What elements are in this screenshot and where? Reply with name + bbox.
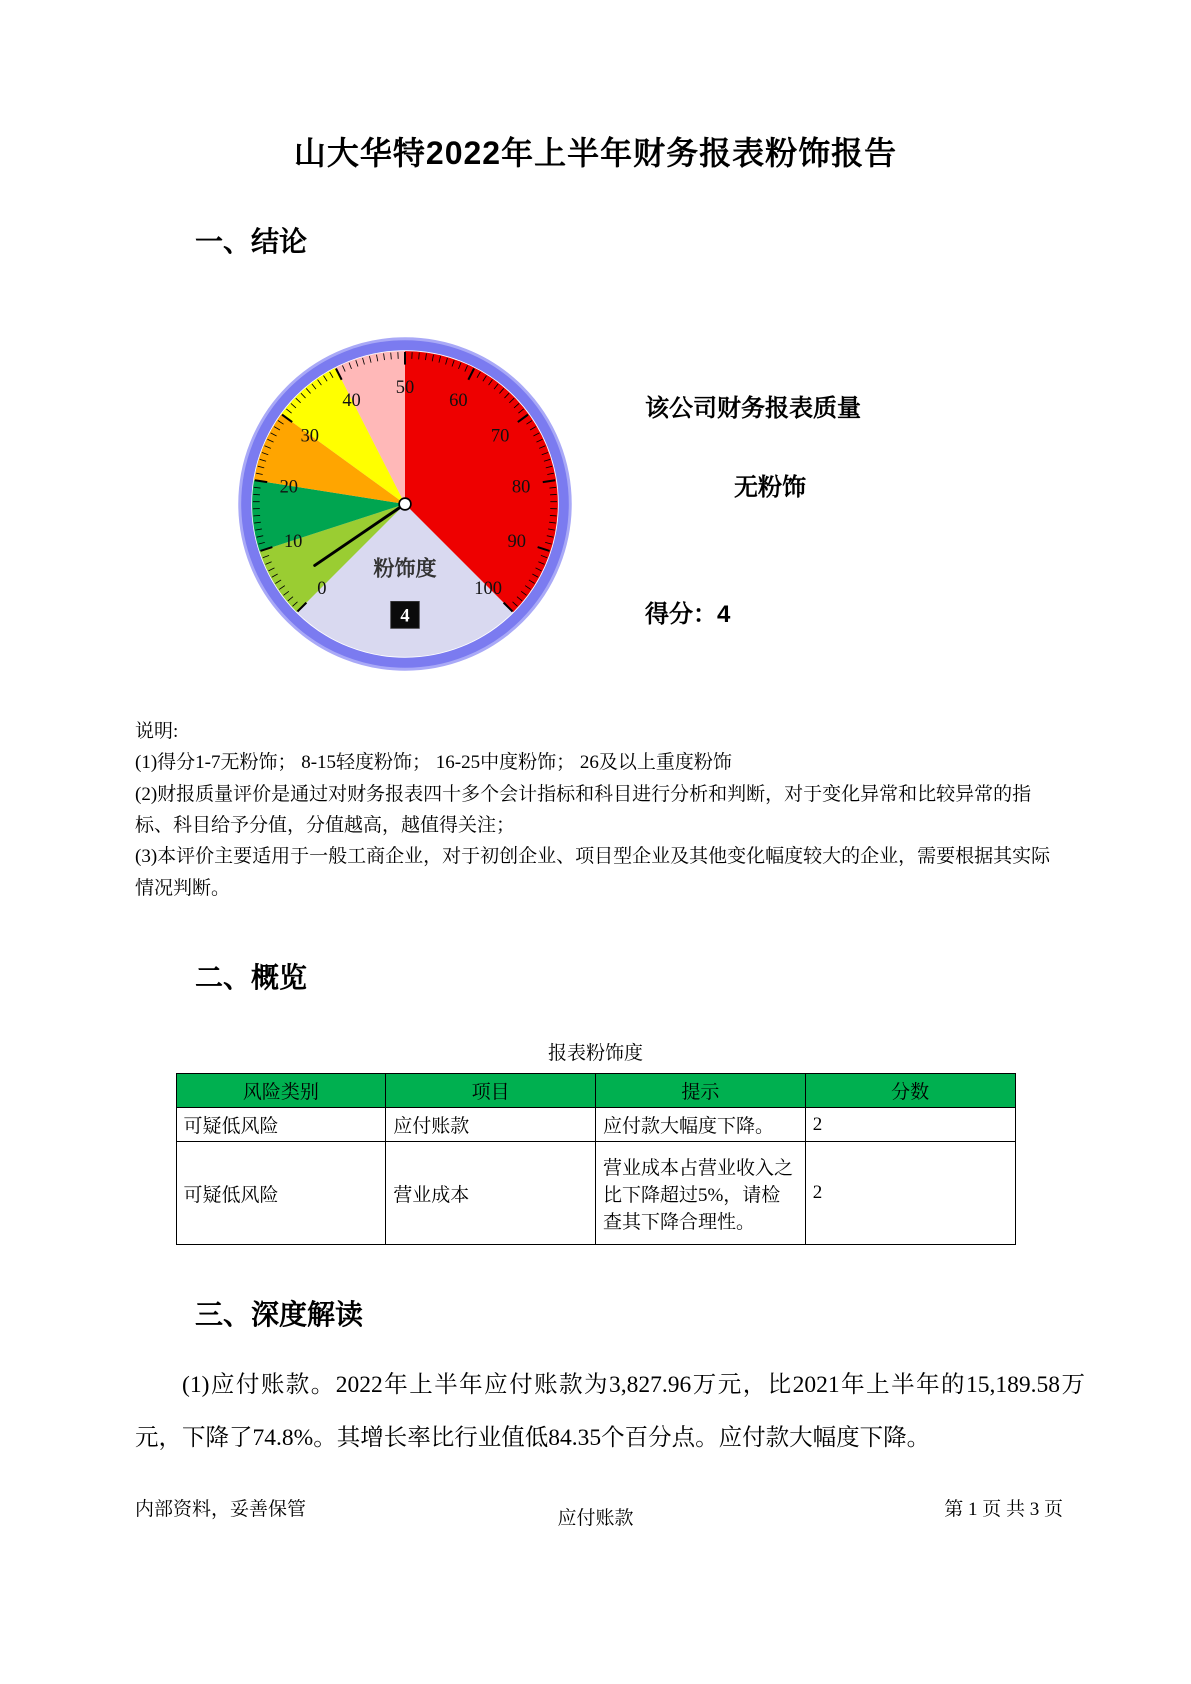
svg-text:100: 100 xyxy=(474,577,503,598)
verdict-text: 无粉饰 xyxy=(734,474,806,501)
svg-text:粉饰度: 粉饰度 xyxy=(373,557,437,581)
col-header-hint: 提示 xyxy=(595,1074,805,1108)
svg-text:80: 80 xyxy=(511,476,531,497)
table-row xyxy=(176,1142,1015,1245)
cell-risk-type: 可疑低风险 xyxy=(176,1108,386,1142)
svg-text:10: 10 xyxy=(283,531,303,552)
table-row xyxy=(176,1108,1015,1142)
svg-text:4: 4 xyxy=(400,605,410,626)
verdict-column xyxy=(645,336,895,672)
col-header-risk-type: 风险类别 xyxy=(176,1074,386,1108)
svg-text:20: 20 xyxy=(279,476,299,497)
cell-risk-type: 可疑低风险 xyxy=(176,1142,386,1245)
col-header-score: 分数 xyxy=(805,1074,1015,1108)
cell-score: 2 xyxy=(805,1142,1015,1245)
footer-confidential-note: 内部资料，妥善保管 xyxy=(135,1499,307,1520)
svg-text:70: 70 xyxy=(490,425,510,446)
section-heading-overview: 二、概览 xyxy=(195,962,308,994)
footer-page-number: 第 1 页 共 3 页 xyxy=(944,1499,1063,1520)
conclusion-section xyxy=(237,336,1191,672)
cell-hint: 营业成本占营业收入之比下降超过5%，请检查其下降合理性。 xyxy=(595,1142,805,1245)
svg-text:30: 30 xyxy=(300,425,320,446)
next-chart-caption: 应付账款 xyxy=(557,1507,634,1529)
deep-read-paragraph: (1)应付账款。2022年上半年应付账款为3,827.96万元，比2021年上半年的15,189.58万元，下降了74.8%。其增长率比行业值低84.35个百分点。应付款大幅度下降。 xyxy=(135,1372,1085,1451)
quality-heading: 该公司财务报表质量 xyxy=(645,395,861,422)
svg-text:60: 60 xyxy=(449,389,468,410)
svg-text:90: 90 xyxy=(507,531,527,552)
table-title: 报表粉饰度 xyxy=(547,1043,643,1065)
section-heading-conclusion: 一、结论 xyxy=(195,226,308,257)
score-text: 得分：4 xyxy=(645,601,731,628)
gauge-chart xyxy=(237,336,573,672)
cell-hint: 应付款大幅度下降。 xyxy=(595,1108,805,1142)
svg-text:50: 50 xyxy=(395,377,415,398)
page-title: 山大华特2022年上半年财务报表粉饰报告 xyxy=(293,135,898,171)
notes-heading: 说明: xyxy=(135,721,179,742)
col-header-item: 项目 xyxy=(386,1074,596,1108)
page-footer xyxy=(135,1494,1063,1521)
svg-text:0: 0 xyxy=(317,577,327,598)
note-item: (3)本评价主要适用于一般工商企业，对于初创企业、项目型企业及其他变化幅度较大的企业，需要根据其实际情况判断。 xyxy=(135,846,1051,899)
note-item: (2)财报质量评价是通过对财务报表四十多个会计指标和科目进行分析和判断，对于变化异常和比较异常的指标、科目给予分值，分值越高，越值得关注； xyxy=(135,783,1032,837)
cell-score: 2 xyxy=(805,1108,1015,1142)
svg-text:40: 40 xyxy=(342,389,361,410)
notes-block xyxy=(135,716,1061,904)
note-item: (1)得分1-7无粉饰； 8-15轻度粉饰； 16-25中度粉饰； 26及以上重度粉饰 xyxy=(135,752,732,774)
gauge-svg xyxy=(237,336,573,672)
cell-item: 营业成本 xyxy=(386,1142,596,1245)
overview-table xyxy=(176,1073,1016,1245)
cell-item: 应付账款 xyxy=(386,1108,596,1142)
table-header-row xyxy=(176,1074,1015,1108)
section-heading-deep-read: 三、深度解读 xyxy=(195,1299,364,1331)
